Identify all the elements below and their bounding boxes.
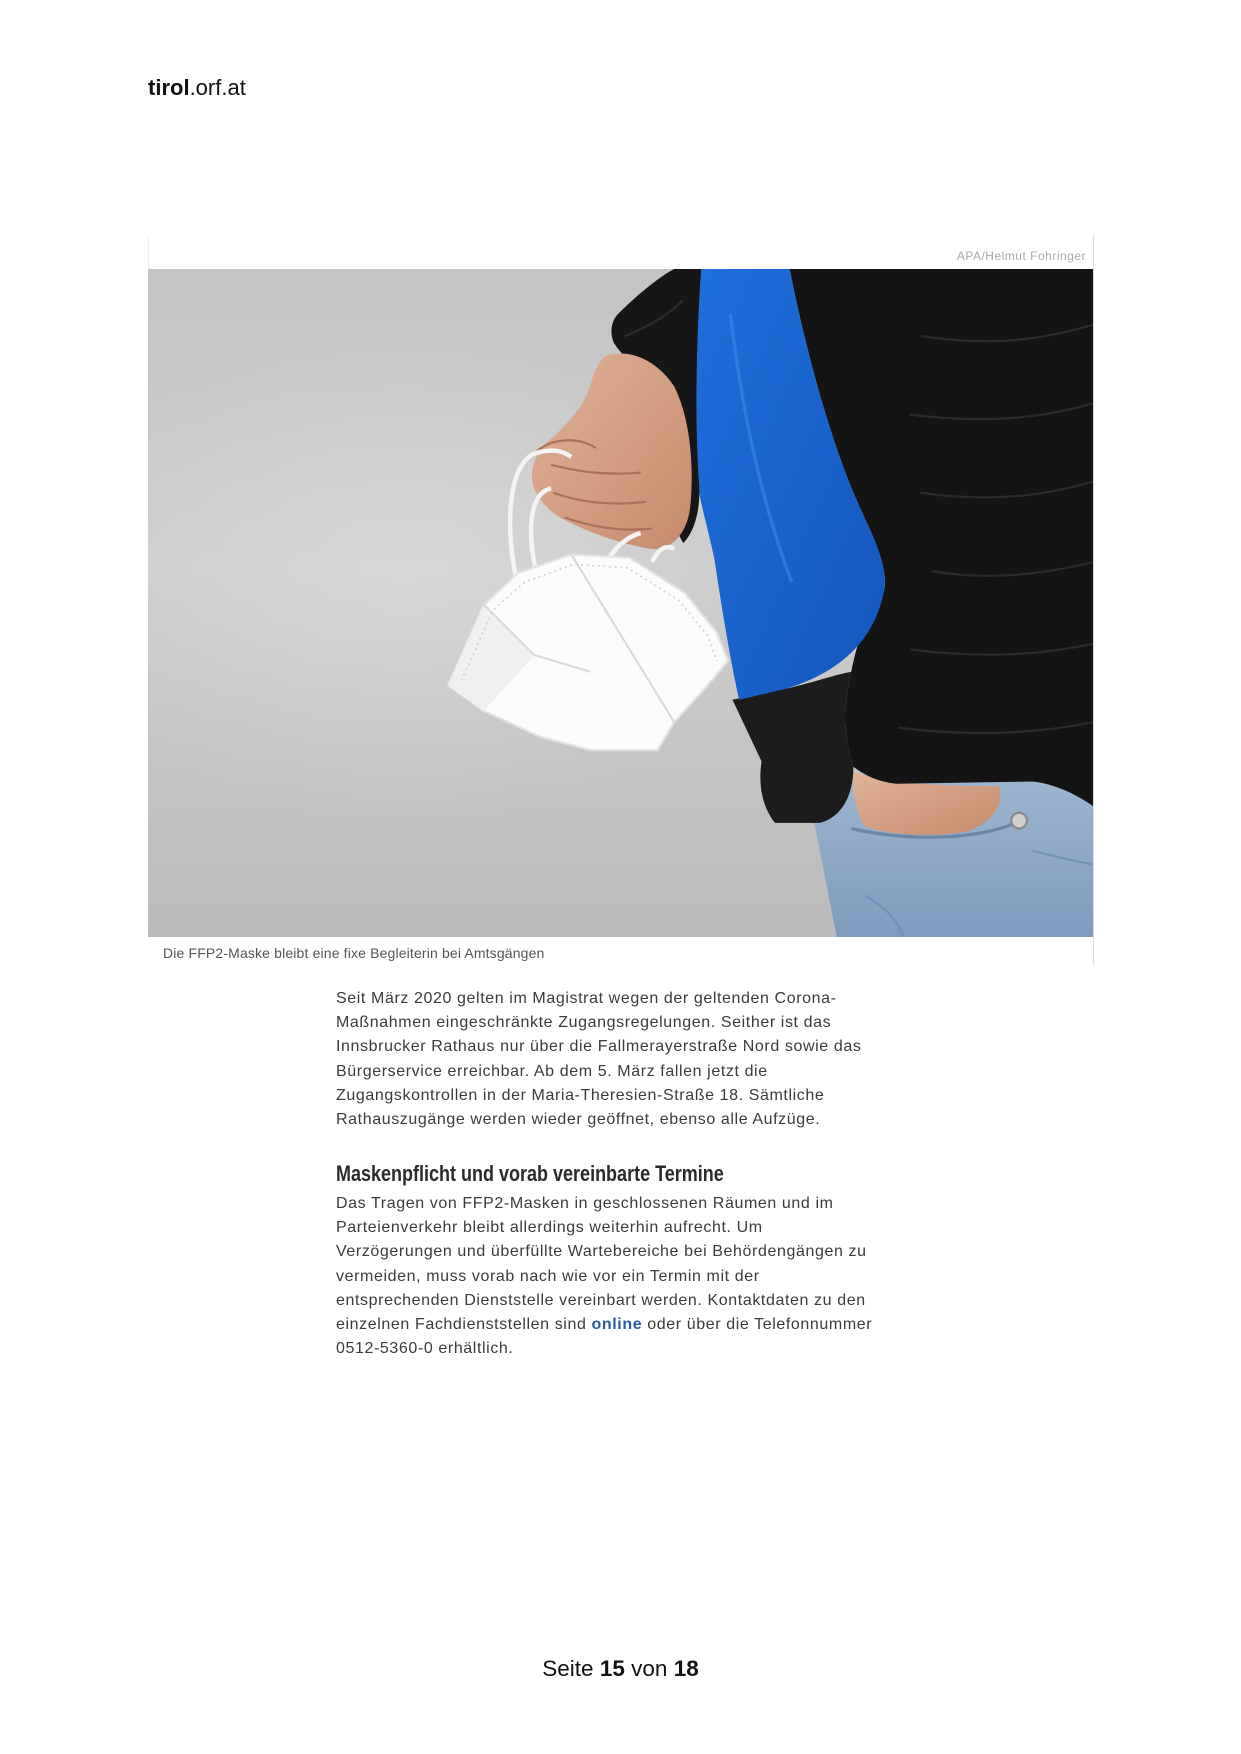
line-text-after-link: oder über die Telefonnummer: [642, 1315, 873, 1333]
paragraph-line-with-link: [336, 1313, 872, 1337]
paragraph-line: Seit März 2020 gelten im Magistrat wegen der geltenden Corona-: [336, 990, 837, 1007]
line-text-before-link: einzelnen Fachdienststellen sind: [336, 1315, 592, 1333]
paragraph-line: entsprechenden Dienststelle vereinbart werden. Kontaktdaten zu den: [336, 1291, 866, 1309]
online-link[interactable]: online: [591, 1315, 643, 1333]
photo-credit: APA/Helmut Fohringer: [956, 249, 1086, 263]
photo-caption: Die FFP2-Maske bleibt eine fixe Begleiterin bei Amtsgängen: [163, 945, 545, 961]
section-heading: Maskenpflicht und vorab vereinbarte Termine: [336, 1161, 724, 1186]
paragraph-line: vermeiden, muss vorab nach wie vor ein Termin mit der: [336, 1267, 760, 1285]
site-name-bold: tirol: [148, 75, 190, 100]
page-label: Seite: [542, 1656, 594, 1681]
paragraph-line: Parteienverkehr bleibt allerdings weiterhin aufrecht. Um: [336, 1219, 763, 1237]
paragraph-line: Das Tragen von FFP2-Masken in geschlossenen Räumen und im: [336, 1195, 834, 1212]
paragraph-line: 0512-5360-0 erhältlich.: [336, 1340, 514, 1358]
figure-border-right: [1093, 235, 1094, 965]
article-paragraph-1: [336, 987, 861, 1132]
page-current: 15: [599, 1656, 625, 1681]
article-photo: [148, 269, 1093, 937]
paragraph-line: Zugangskontrollen in der Maria-Theresien-Straße 18. Sämtliche: [336, 1086, 825, 1104]
paragraph-line: Innsbrucker Rathaus nur über die Fallmerayerstraße Nord sowie das: [336, 1038, 862, 1056]
jeans-rivet: [1011, 813, 1027, 829]
page-total: 18: [673, 1656, 699, 1681]
site-name: [148, 75, 246, 101]
page-separator: von: [631, 1656, 668, 1681]
paragraph-line: Maßnahmen eingeschränkte Zugangsregelungen. Seither ist das: [336, 1014, 832, 1032]
paragraph-line: Verzögerungen und überfüllte Wartebereiche bei Behördengängen zu: [336, 1243, 867, 1261]
paragraph-line: Bürgerservice erreichbar. Ab dem 5. März fallen jetzt die: [336, 1062, 768, 1080]
site-name-domain: .orf.at: [189, 75, 246, 100]
figure-border-left: [148, 235, 149, 269]
article-paragraph-2: [336, 1192, 872, 1361]
paragraph-line: Rathauszugänge werden wieder geöffnet, ebenso alle Aufzüge.: [336, 1110, 821, 1128]
page-number: [0, 1656, 1241, 1682]
